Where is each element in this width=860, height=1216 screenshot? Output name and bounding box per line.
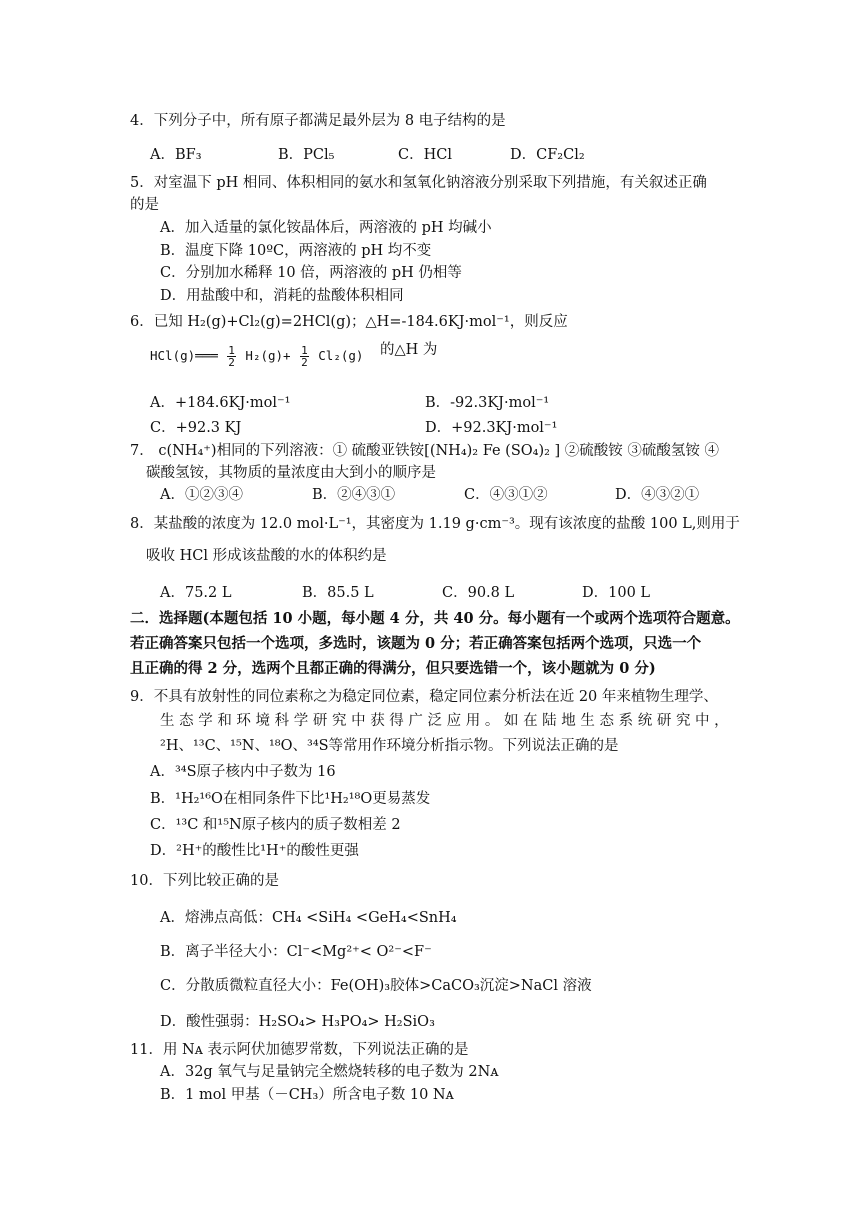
q6-eq-left: HCl(g)═══ <box>150 348 218 363</box>
q6-option-c: C．+92.3 KJ <box>150 420 242 436</box>
q9-stem-line3: ²H、¹³C、¹⁵N、¹⁸O、³⁴S等常用作环境分析指示物。下列说法正确的是 <box>160 738 619 754</box>
q4-stem: 4．下列分子中，所有原子都满足最外层为 8 电子结构的是 <box>130 113 506 129</box>
q10-stem: 10．下列比较正确的是 <box>130 873 279 889</box>
q8-stem-line1: 8．某盐酸的浓度为 12.0 mol·L⁻¹，其密度为 1.19 g·cm⁻³。现有该浓度的盐酸 100 L,则用于 <box>130 516 740 532</box>
q7-option-d: D．④③②① <box>615 487 700 503</box>
q8-option-b: B．85.5 L <box>302 585 374 601</box>
q10-option-b: B．离子半径大小：Cl⁻<Mg²⁺< O²⁻<F⁻ <box>160 944 432 960</box>
q6-frac-num-2: 1 <box>301 344 308 357</box>
q4-option-c: C．HCl <box>398 147 452 163</box>
q6-eq-h2: H₂(g)+ <box>245 348 291 363</box>
q6-option-d: D．+92.3KJ·mol⁻¹ <box>425 420 558 436</box>
q7-option-b: B．②④③① <box>312 487 396 503</box>
q6-option-b: B．-92.3KJ·mol⁻¹ <box>425 395 550 411</box>
q9-option-b: B．¹H₂¹⁶O在相同条件下比¹H₂¹⁸O更易蒸发 <box>150 791 431 807</box>
q9-option-d: D．²H⁺的酸性比¹H⁺的酸性更强 <box>150 843 359 859</box>
q9-stem-line1: 9．不具有放射性的同位素称之为稳定同位素，稳定同位素分析法在近 20 年来植物生理学、 <box>130 689 718 705</box>
q11-option-b: B．1 mol 甲基（－CH₃）所含电子数 10 Nᴀ <box>160 1087 454 1103</box>
q5-stem-line2: 的是 <box>130 197 159 213</box>
q4-option-b: B．PCl₅ <box>278 147 335 163</box>
q5-stem-line1: 5．对室温下 pH 相同、体积相同的氨水和氢氧化钠溶液分别采取下列措施，有关叙述正确 <box>130 175 707 191</box>
section2-line3: 且正确的得 2 分，选两个且都正确的得满分，但只要选错一个，该小题就为 0 分) <box>130 660 656 677</box>
q8-option-d: D．100 L <box>582 585 651 601</box>
q6-eq-cl2: Cl₂(g) <box>318 348 364 363</box>
q10-option-c: C．分散质微粒直径大小：Fe(OH)₃胶体>CaCO₃沉淀>NaCl 溶液 <box>160 978 592 994</box>
section2-line1: 二．选择题(本题包括 10 小题，每小题 4 分，共 40 分。每小题有一个或两个选项符合题意。 <box>130 610 740 627</box>
q11-option-a: A．32g 氧气与足量钠完全燃烧转移的电子数为 2Nᴀ <box>160 1064 499 1080</box>
q7-stem-line1: 7． c(NH₄⁺)相同的下列溶液：① 硫酸亚铁铵[(NH₄)₂ Fe (SO₄)₂ ] ②硫酸铵 ③硫酸氢铵 ④ <box>130 443 720 459</box>
q9-option-c: C．¹³C 和¹⁵N原子核内的质子数相差 2 <box>150 817 401 833</box>
q11-stem: 11．用 Nᴀ 表示阿伏加德罗常数，下列说法正确的是 <box>130 1042 469 1058</box>
section2-line2: 若正确答案只包括一个选项，多选时，该题为 0 分；若正确答案包括两个选项，只选一个 <box>130 635 702 652</box>
q6-fraction-half-1 <box>227 345 236 368</box>
q8-option-a: A．75.2 L <box>160 585 232 601</box>
q5-option-b: B．温度下降 10ºC，两溶液的 pH 均不变 <box>160 243 432 259</box>
q4-option-d: D．CF₂Cl₂ <box>510 147 585 163</box>
q9-stem-line2: 生 态 学 和 环 境 科 学 研 究 中 获 得 广 泛 应 用 。 如 在 陆 地 生 态 系 统 研 究 中 ， <box>160 713 729 729</box>
q8-option-c: C．90.8 L <box>442 585 515 601</box>
q10-option-d: D．酸性强弱：H₂SO₄> H₃PO₄> H₂SiO₃ <box>160 1014 435 1030</box>
q6-equation <box>150 345 363 368</box>
q7-option-c: C．④③①② <box>464 487 548 503</box>
q5-option-c: C．分别加水稀释 10 倍，两溶液的 pH 仍相等 <box>160 265 462 281</box>
q6-eq-tail: 的△H 为 <box>380 342 438 358</box>
q10-option-a: A．熔沸点高低：CH₄ <SiH₄ <GeH₄<SnH₄ <box>160 910 457 926</box>
q7-option-a: A．①②③④ <box>160 487 243 503</box>
q8-stem-line2: 吸收 HCl 形成该盐酸的水的体积约是 <box>146 548 387 564</box>
q6-frac-num-1: 1 <box>228 344 235 357</box>
q7-stem-line2: 碳酸氢铵，其物质的量浓度由大到小的顺序是 <box>146 465 436 481</box>
q6-frac-den-1: 2 <box>228 356 235 369</box>
q6-stem: 6．已知 H₂(g)+Cl₂(g)=2HCl(g)；△H=-184.6KJ·mol⁻¹，则反应 <box>130 314 568 330</box>
q5-option-d: D．用盐酸中和，消耗的盐酸体积相同 <box>160 288 404 304</box>
q6-option-a: A．+184.6KJ·mol⁻¹ <box>150 395 291 411</box>
q5-option-a: A．加入适量的氯化铵晶体后，两溶液的 pH 均碱小 <box>160 220 492 236</box>
q4-option-a: A．BF₃ <box>150 147 202 163</box>
q6-fraction-half-2 <box>300 345 309 368</box>
q6-frac-den-2: 2 <box>301 356 308 369</box>
q9-option-a: A．³⁴S原子核内中子数为 16 <box>150 764 336 780</box>
